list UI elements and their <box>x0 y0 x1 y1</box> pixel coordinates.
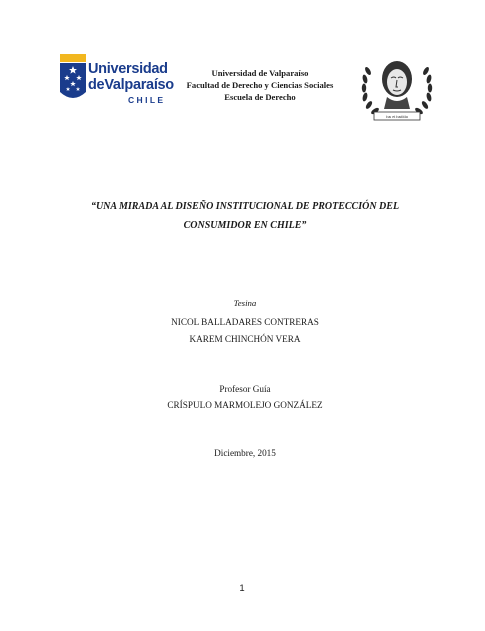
logo-text-universidad: Universidad <box>88 61 168 77</box>
document-type: Tesina <box>233 298 257 308</box>
school-name: Escuela de Derecho <box>224 92 296 102</box>
logo-text-devalparaiso: deValparaíso <box>88 77 174 93</box>
thesis-title-line-2: CONSUMIDOR EN CHILE” <box>183 220 307 231</box>
law-school-seal-icon <box>358 49 436 127</box>
author-name: NICOL BALLADARES CONTRERAS <box>171 317 319 327</box>
page-number: 1 <box>239 583 245 594</box>
thesis-title-line-1: “UNA MIRADA AL DISEÑO INSTITUCIONAL DE PROTECCIÓN DEL <box>90 201 400 212</box>
seal-motto-text: ius et iustitia <box>386 114 408 119</box>
advisor-label: Profesor Guía <box>219 384 271 394</box>
advisor-name: CRÍSPULO MARMOLEJO GONZÁLEZ <box>167 400 323 410</box>
faculty-name: Facultad de Derecho y Ciencias Sociales <box>186 80 334 90</box>
author-name: KAREM CHINCHÓN VERA <box>189 334 301 344</box>
shield-icon <box>60 54 86 104</box>
university-logo <box>60 54 174 110</box>
document-date: Diciembre, 2015 <box>214 448 276 458</box>
institution-name: Universidad de Valparaíso <box>211 68 309 78</box>
logo-text-chile: CHILE <box>128 95 166 105</box>
